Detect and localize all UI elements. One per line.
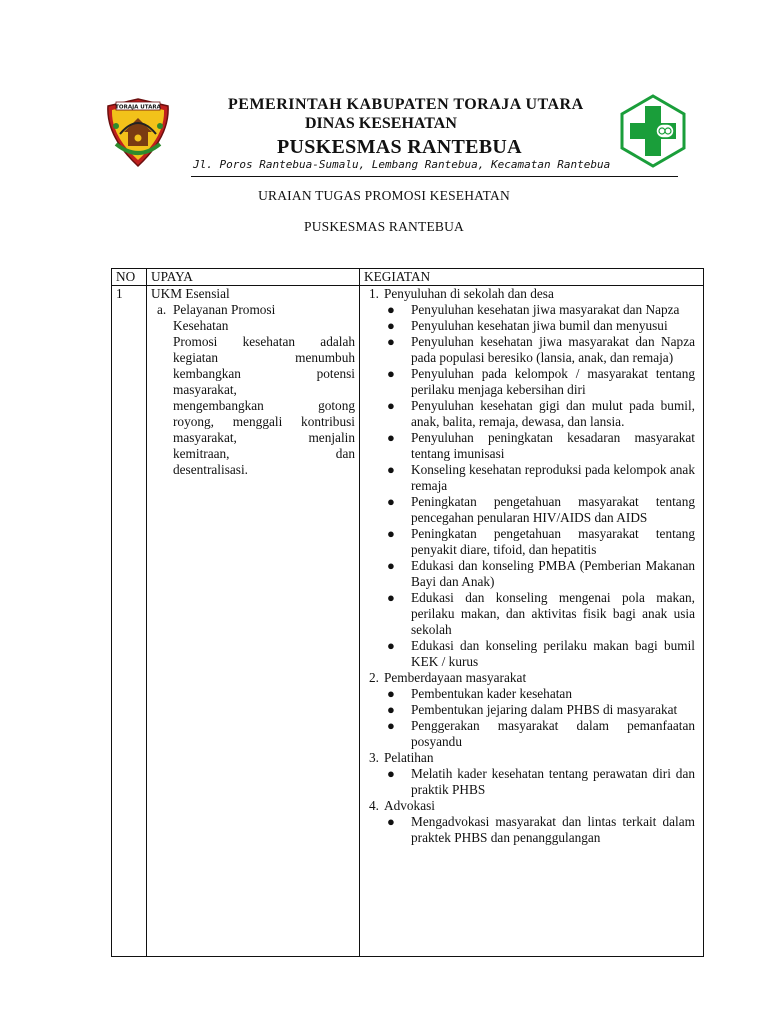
puskesmas-cross-icon: [620, 94, 686, 168]
letterhead-institution: PUSKESMAS RANTEBUA: [277, 136, 522, 158]
bullet-icon: ●: [387, 462, 395, 477]
kegiatan-section: [364, 670, 699, 750]
bullet-icon: ●: [387, 302, 395, 317]
document-subtitle: PUSKESMAS RANTEBUA: [303, 219, 464, 234]
list-item: [384, 366, 695, 398]
item-text: Edukasi dan konseling perilaku makan bagi bumil KEK / kurus: [411, 638, 695, 669]
bullet-icon: ●: [387, 590, 395, 605]
item-text: Pembentukan kader kesehatan: [411, 686, 572, 701]
sub-title-line1: Pelayanan Promosi: [173, 302, 276, 317]
header-upaya: UPAYA: [147, 269, 360, 286]
bullet-icon: ●: [387, 766, 395, 781]
section-number: 1.: [369, 286, 379, 301]
list-item: [384, 590, 695, 638]
item-text: Penyuluhan kesehatan jiwa masyarakat dan Napza pada populasi beresiko (lansia, anak, dan remaja): [411, 334, 695, 365]
bullet-icon: ●: [387, 430, 395, 445]
description-line: kemitraan, dan: [173, 446, 355, 461]
item-text: Penggerakan masyarakat dalam pemanfaatan posyandu: [411, 718, 695, 749]
cell-kegiatan: [360, 286, 704, 957]
list-item: [384, 334, 695, 366]
description-line: royong, menggali kontribusi: [173, 414, 355, 429]
list-item: [384, 638, 695, 670]
bullet-icon: ●: [387, 702, 395, 717]
list-item: [384, 462, 695, 494]
kegiatan-section: [364, 750, 699, 798]
item-text: Peningkatan pengetahuan masyarakat tentang pencegahan penularan HIV/AIDS dan AIDS: [411, 494, 695, 525]
list-item: [384, 302, 695, 318]
list-item: [384, 494, 695, 526]
description-line: Promosi kesehatan adalah: [173, 334, 355, 349]
item-text: Penyuluhan pada kelompok / masyarakat tentang perilaku menjaga kebersihan diri: [411, 366, 695, 397]
bullet-icon: ●: [387, 718, 395, 733]
description-line: kegiatan menumbuh: [173, 350, 355, 365]
section-title: Advokasi: [384, 798, 435, 813]
list-item: [384, 702, 695, 718]
item-text: Penyuluhan kesehatan jiwa masyarakat dan Napza: [411, 302, 680, 317]
header-kegiatan: KEGIATAN: [360, 269, 704, 286]
item-text: Peningkatan pengetahuan masyarakat tentang penyakit diare, tifoid, dan hepatitis: [411, 526, 695, 557]
section-number: 3.: [369, 750, 379, 765]
list-item: [384, 558, 695, 590]
cell-upaya: [147, 286, 360, 957]
item-text: Mengadvokasi masyarakat dan lintas terkait dalam praktek PHBS dan penanggulangan: [411, 814, 695, 845]
kegiatan-list: [364, 286, 699, 846]
letterhead-department: DINAS KESEHATAN: [305, 115, 457, 132]
list-item: [384, 526, 695, 558]
section-items: [384, 814, 699, 846]
bullet-icon: ●: [387, 814, 395, 829]
list-item: [384, 430, 695, 462]
item-text: Penyuluhan peningkatan kesadaran masyarakat tentang imunisasi: [411, 430, 695, 461]
header-no: NO: [112, 269, 147, 286]
item-text: Penyuluhan kesehatan gigi dan mulut pada bumil, anak, balita, remaja, dewasa, dan lansia.: [411, 398, 695, 429]
sub-title-line2: Kesehatan: [173, 318, 229, 333]
section-title: Penyuluhan di sekolah dan desa: [384, 286, 554, 301]
description-line: masyarakat, menjalin: [173, 430, 355, 445]
item-text: Penyuluhan kesehatan jiwa bumil dan menyusui: [411, 318, 668, 333]
letterhead-address: Jl. Poros Rantebua-Sumalu, Lembang Rantebua, Kecamatan Rantebua: [193, 158, 611, 171]
document-title: URAIAN TUGAS PROMOSI KESEHATAN: [258, 188, 510, 203]
section-items: [384, 302, 699, 670]
description-line: kembangkan potensi: [173, 366, 355, 381]
cell-no: 1: [112, 286, 147, 957]
table-row: [112, 286, 704, 957]
bullet-icon: ●: [387, 398, 395, 413]
bullet-icon: ●: [387, 318, 395, 333]
item-text: Edukasi dan konseling PMBA (Pemberian Makanan Bayi dan Anak): [411, 558, 695, 589]
section-title: Pelatihan: [384, 750, 434, 765]
duties-table: [111, 268, 704, 957]
bullet-icon: ●: [387, 686, 395, 701]
list-item: [384, 398, 695, 430]
bullet-icon: ●: [387, 558, 395, 573]
description-line: masyarakat,: [173, 382, 237, 397]
list-item: [384, 718, 695, 750]
emblem-text: TORAJA UTARA: [115, 104, 161, 111]
upaya-subsection: [151, 302, 355, 478]
section-title: Pemberdayaan masyarakat: [384, 670, 527, 685]
table-header-row: [112, 269, 704, 286]
item-text: Edukasi dan konseling mengenai pola makan, perilaku makan, dan aktivitas fisik bagi anak usia sekolah: [411, 590, 695, 637]
list-item: [384, 814, 695, 846]
section-items: [384, 686, 699, 750]
bullet-icon: ●: [387, 638, 395, 653]
bullet-icon: ●: [387, 366, 395, 381]
section-number: 2.: [369, 670, 379, 685]
letterhead-divider: [191, 176, 678, 177]
description-line: mengembangkan gotong: [173, 398, 355, 413]
upaya-title: UKM Esensial: [151, 286, 230, 301]
item-text: Pembentukan jejaring dalam PHBS di masyarakat: [411, 702, 678, 717]
bullet-icon: ●: [387, 526, 395, 541]
kegiatan-section: [364, 286, 699, 670]
list-item: [384, 318, 695, 334]
kegiatan-section: [364, 798, 699, 846]
item-text: Melatih kader kesehatan tentang perawatan diri dan praktik PHBS: [411, 766, 695, 797]
bullet-icon: ●: [387, 334, 395, 349]
bullet-icon: ●: [387, 494, 395, 509]
letterhead-government: PEMERINTAH KABUPATEN TORAJA UTARA: [228, 96, 584, 113]
sub-label: a.: [157, 302, 167, 317]
section-items: [384, 766, 699, 798]
item-text: Konseling kesehatan reproduksi pada kelompok anak remaja: [411, 462, 695, 493]
list-item: [384, 686, 695, 702]
description-line: desentralisasi.: [173, 462, 248, 477]
upaya-description: [151, 334, 355, 478]
list-item: [384, 766, 695, 798]
section-number: 4.: [369, 798, 379, 813]
